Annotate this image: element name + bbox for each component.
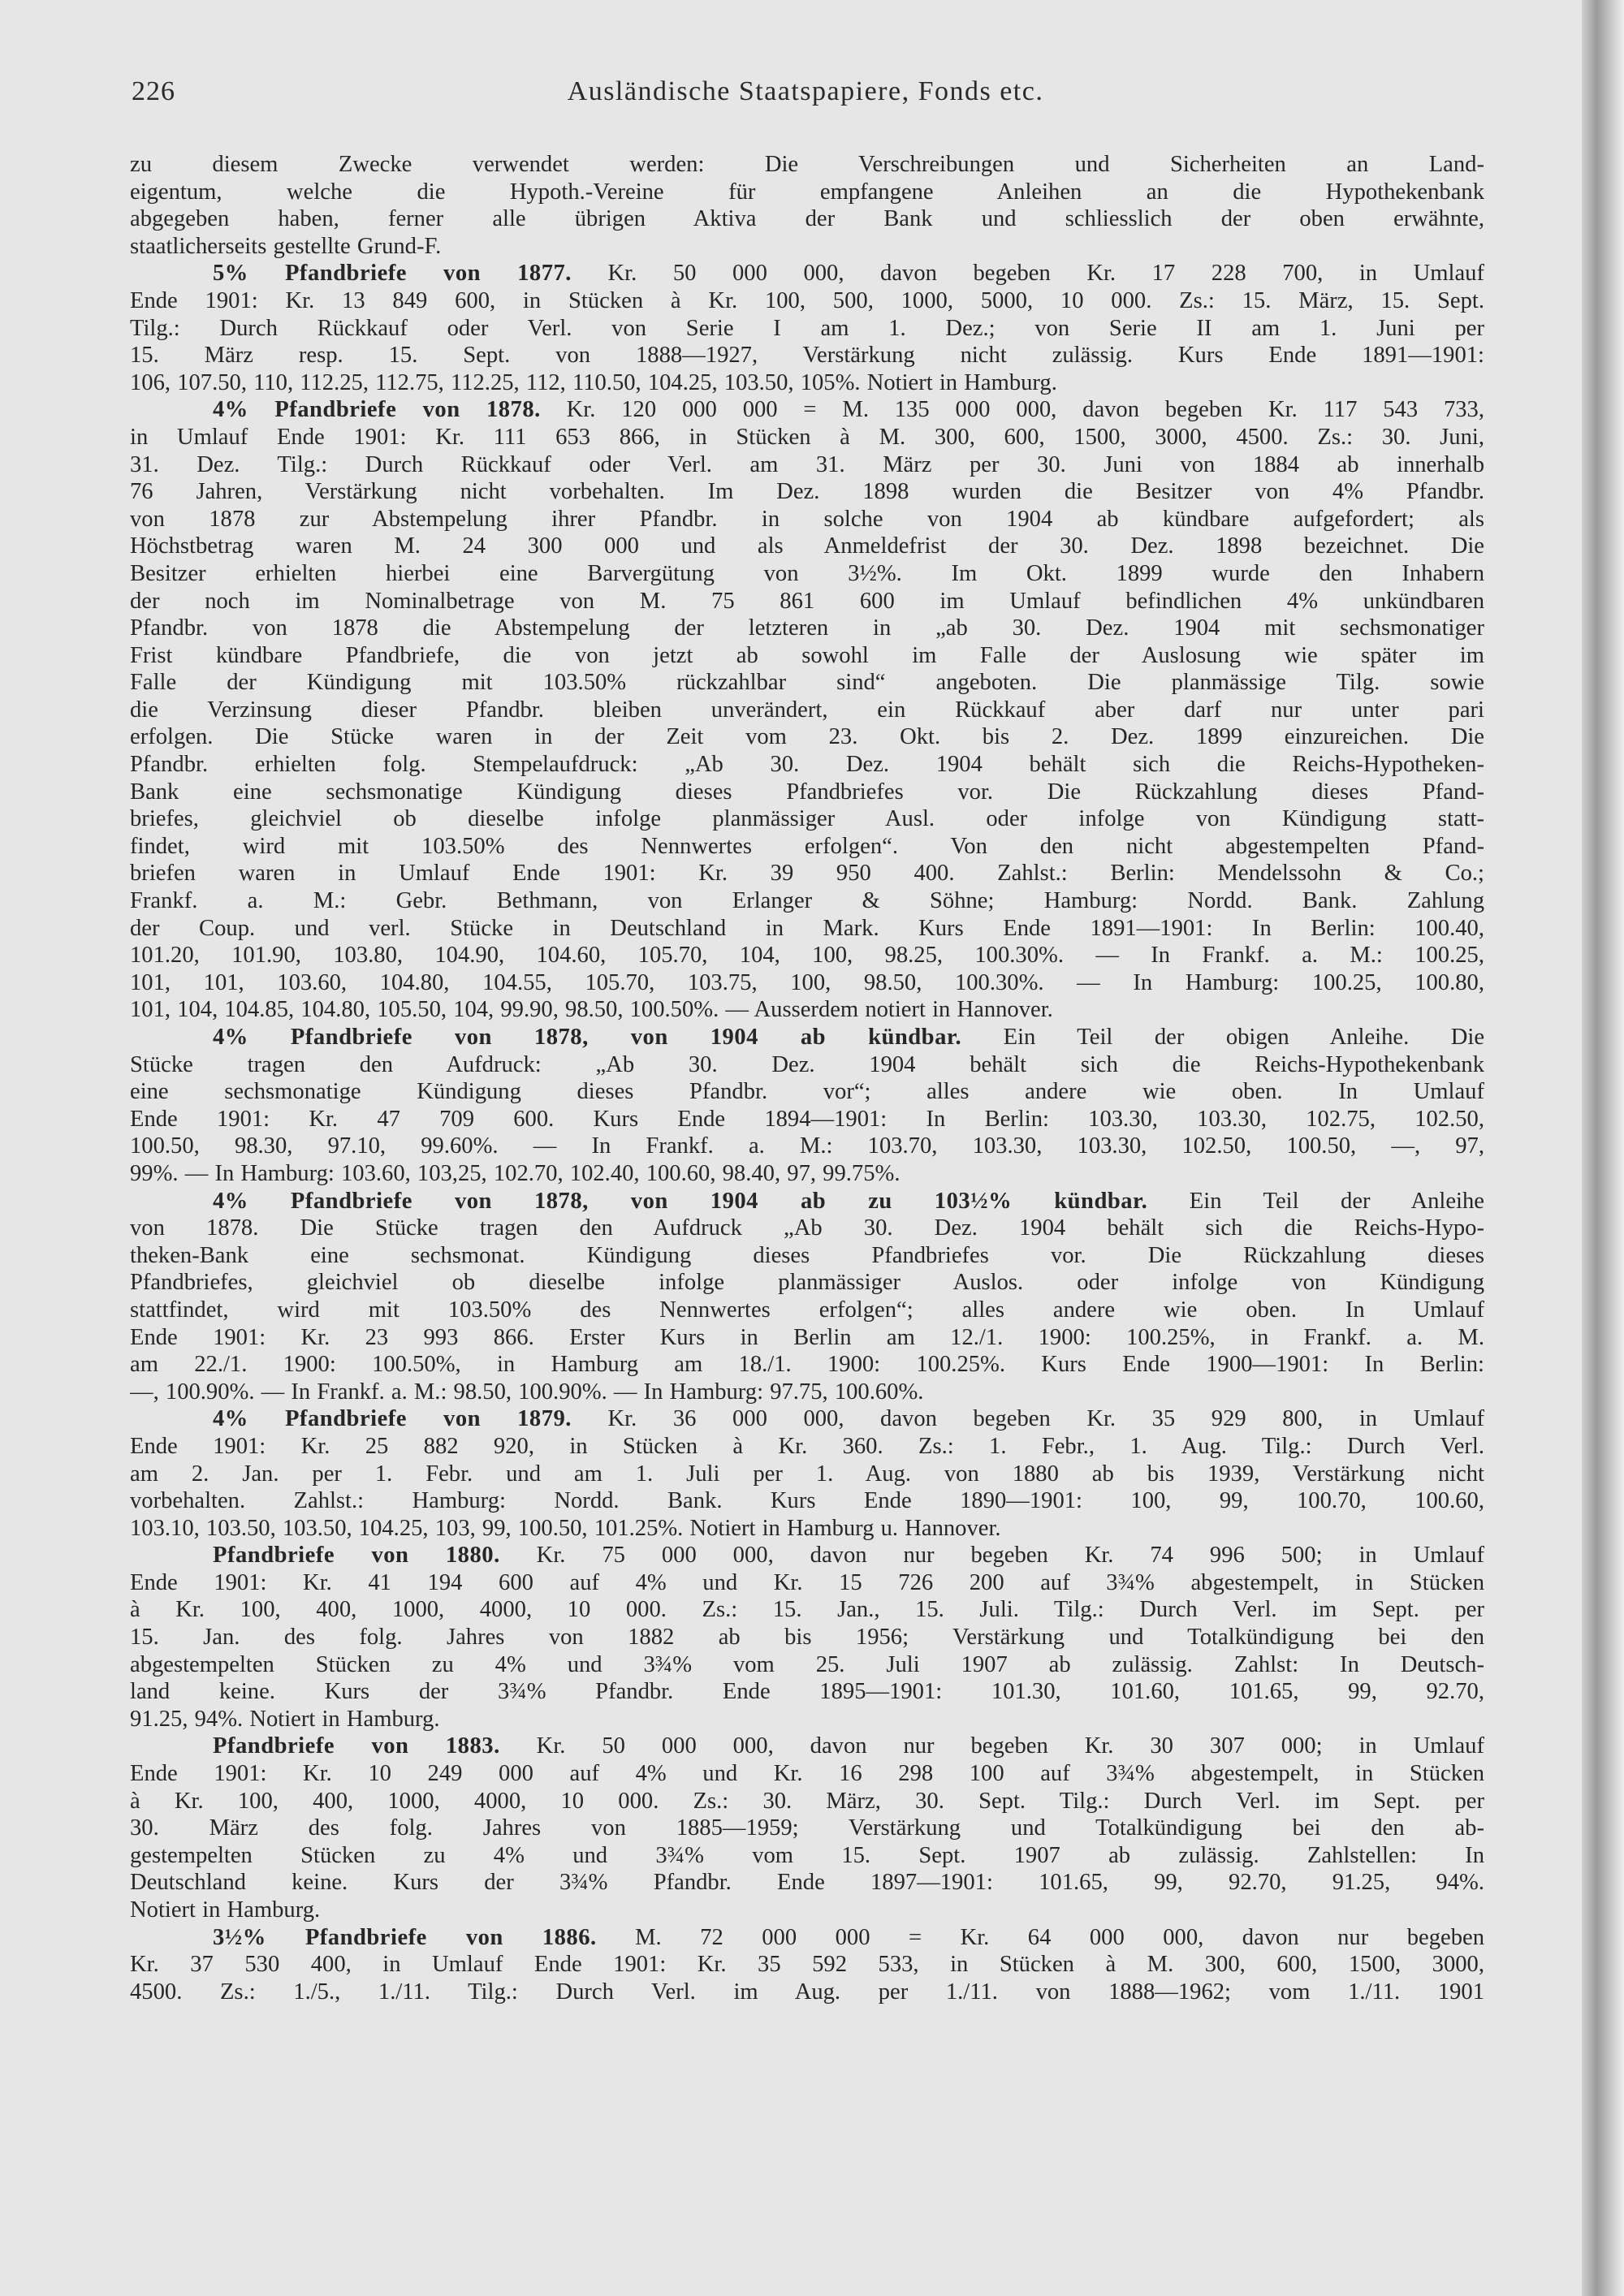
text-line <box>130 915 1484 943</box>
line-text: zu diesem Zwecke verwendet werden: Die Verschreibungen und Sicherheiten an Land- <box>130 152 1484 177</box>
line-text: am 2. Jan. per 1. Febr. und am 1. Juli per 1. Aug. von 1880 ab bis 1939, Verstärkung nicht <box>130 1461 1484 1487</box>
line-text: vorbehalten. Zahlst.: Hamburg: Nordd. Bank. Kurs Ende 1890—1901: 100, 99, 100.70, 100.60, <box>130 1488 1484 1514</box>
line-text: eigentum, welche die Hypoth.-Vereine für empfangene Anleihen an die Hypothekenbank <box>130 179 1484 205</box>
line-text: am 22./1. 1900: 100.50%, in Hamburg am 18./1. 1900: 100.25%. Kurs Ende 1900—1901: In Berlin: <box>130 1352 1484 1378</box>
text-line <box>130 1461 1484 1488</box>
line-text: die Verzinsung dieser Pfandbr. bleiben unverändert, ein Rückkauf aber darf nur unter pari <box>130 697 1484 723</box>
line-text: land keine. Kurs der 3¾% Pfandbr. Ende 1895—1901: 101.30, 101.60, 101.65, 99, 92.70, <box>130 1679 1484 1705</box>
text-line <box>130 369 1484 397</box>
section-heading: 5% Pfandbriefe von 1877. <box>213 261 572 287</box>
text-line <box>130 1351 1484 1379</box>
text-line <box>130 723 1484 751</box>
paragraph <box>130 151 1484 260</box>
text-line <box>130 1924 1484 1952</box>
section-heading: Pfandbriefe von 1880. <box>213 1543 500 1569</box>
text-line <box>130 1951 1484 1979</box>
line-text: 91.25, 94%. Notiert in Hamburg. <box>130 1706 440 1732</box>
line-text: abgestempelten Stücken zu 4% und 3¾% vom 25. Juli 1907 ab zulässig. Zahlst: In Deutsch- <box>130 1651 1484 1677</box>
body-text <box>130 151 1484 2005</box>
paragraph <box>130 1542 1484 1733</box>
section-heading: 4% Pfandbriefe von 1879. <box>213 1406 572 1432</box>
paragraph <box>130 1733 1484 1923</box>
text-line <box>130 1024 1484 1051</box>
text-line <box>130 1215 1484 1242</box>
text-line <box>130 342 1484 369</box>
section-heading: 3½% Pfandbriefe von 1886. <box>213 1924 597 1950</box>
section-heading: Pfandbriefe von 1883. <box>213 1733 500 1759</box>
text-line <box>130 1133 1484 1160</box>
text-line <box>130 1297 1484 1324</box>
line-text: 101.20, 101.90, 103.80, 104.90, 104.60, 105.70, 104, 100, 98.25, 100.30%. — In Frankf. a. M.: 100.25, <box>130 943 1484 969</box>
page-number: 226 <box>132 76 175 106</box>
text-line <box>130 533 1484 560</box>
line-text: von 1878. Die Stücke tragen den Aufdruck „Ab 30. Dez. 1904 behält sich die Reichs-Hypo- <box>130 1215 1484 1241</box>
line-text: Kr. 120 000 000 = M. 135 000 000, davon begeben Kr. 117 543 733, <box>566 397 1484 423</box>
line-text: à Kr. 100, 400, 1000, 4000, 10 000. Zs.: 30. März, 30. Sept. Tilg.: Durch Verl. im Sept. per <box>130 1788 1484 1814</box>
line-text: Besitzer erhielten hierbei eine Barvergütung von 3½%. Im Okt. 1899 wurde den Inhabern <box>130 560 1484 586</box>
paragraph <box>130 1924 1484 2006</box>
paragraph <box>130 1405 1484 1542</box>
text-line <box>130 860 1484 887</box>
line-text: briefen waren in Umlauf Ende 1901: Kr. 39 950 400. Zahlst.: Berlin: Mendelssohn & Co.; <box>130 861 1484 887</box>
line-text: theken-Bank eine sechsmonat. Kündigung dieses Pfandbriefes vor. Die Rückzahlung dieses <box>130 1242 1484 1268</box>
text-line <box>130 1242 1484 1270</box>
text-line <box>130 1651 1484 1679</box>
text-line <box>130 1678 1484 1706</box>
text-line <box>130 1433 1484 1461</box>
line-text: in Umlauf Ende 1901: Kr. 111 653 866, in Stücken à M. 300, 600, 1500, 3000, 4500. Zs.: 30. Juni, <box>130 424 1484 450</box>
page-header <box>123 76 1488 114</box>
line-text: Kr. 50 000 000, davon begeben Kr. 17 228 700, in Umlauf <box>607 261 1484 287</box>
line-text: Bank eine sechsmonatige Kündigung dieses Pfandbriefes vor. Die Rückzahlung dieses Pfand- <box>130 779 1484 805</box>
text-line <box>130 1324 1484 1352</box>
line-text: Ende 1901: Kr. 10 249 000 auf 4% und Kr. 16 298 100 auf 3¾% abgestempelt, in Stücken <box>130 1761 1484 1787</box>
line-text: Frist kündbare Pfandbriefe, die von jetzt ab sowohl im Falle der Auslosung wie später im <box>130 642 1484 668</box>
line-text: Ende 1901: Kr. 13 849 600, in Stücken à Kr. 100, 500, 1000, 5000, 10 000. Zs.: 15. März, 15. Sept. <box>130 287 1484 313</box>
text-line <box>130 1160 1484 1188</box>
line-text: abgegeben haben, ferner alle übrigen Aktiva der Bank und schliesslich der oben erwähnte, <box>130 206 1484 232</box>
text-line <box>130 287 1484 315</box>
line-text: Kr. 50 000 000, davon nur begeben Kr. 30 307 000; in Umlauf <box>536 1733 1484 1759</box>
text-line <box>130 1051 1484 1079</box>
line-text: Frankf. a. M.: Gebr. Bethmann, von Erlanger & Söhne; Hamburg: Nordd. Bank. Zahlung <box>130 888 1484 914</box>
line-text: Kr. 37 530 400, in Umlauf Ende 1901: Kr. 35 592 533, in Stücken à M. 300, 600, 1500, 3000, <box>130 1952 1484 1978</box>
line-text: 101, 104, 104.85, 104.80, 105.50, 104, 99.90, 98.50, 100.50%. — Ausserdem notiert in Hannover. <box>130 997 1053 1023</box>
text-line <box>130 833 1484 861</box>
text-line <box>130 451 1484 479</box>
line-text: Tilg.: Durch Rückkauf oder Verl. von Serie I am 1. Dez.; von Serie II am 1. Juni per <box>130 315 1484 341</box>
text-line <box>130 996 1484 1024</box>
line-text: 101, 101, 103.60, 104.80, 104.55, 105.70, 103.75, 100, 98.50, 100.30%. — In Hamburg: 100.25, 100.80, <box>130 969 1484 995</box>
paragraph <box>130 1024 1484 1188</box>
text-line <box>130 779 1484 806</box>
line-text: Pfandbr. von 1878 die Abstempelung der letzteren in „ab 30. Dez. 1904 mit sechsmonatiger <box>130 615 1484 641</box>
line-text: 15. März resp. 15. Sept. von 1888—1927, Verstärkung nicht zulässig. Kurs Ende 1891—1901: <box>130 343 1484 369</box>
text-line <box>130 1706 1484 1733</box>
line-text: à Kr. 100, 400, 1000, 4000, 10 000. Zs.: 15. Jan., 15. Juli. Tilg.: Durch Verl. im Sept. per <box>130 1597 1484 1623</box>
text-line <box>130 942 1484 969</box>
page-edge-shadow <box>1582 0 1624 2296</box>
line-text: Ein Teil der Anleihe <box>1189 1188 1484 1214</box>
text-line <box>130 1733 1484 1760</box>
text-line <box>130 315 1484 343</box>
text-line <box>130 887 1484 915</box>
line-text: 4500. Zs.: 1./5., 1./11. Tilg.: Durch Verl. im Aug. per 1./11. von 1888—1962; vom 1./11. 1901 <box>130 1979 1484 2005</box>
line-text: erfolgen. Die Stücke waren in der Zeit vom 23. Okt. bis 2. Dez. 1899 einzureichen. Die <box>130 724 1484 750</box>
line-text: briefes, gleichviel ob dieselbe infolge planmässiger Ausl. oder infolge von Kündigung statt- <box>130 806 1484 832</box>
running-title: Ausländische Staatspapiere, Fonds etc. <box>567 76 1044 106</box>
text-line <box>130 424 1484 451</box>
paragraph <box>130 396 1484 1024</box>
line-text: 30. März des folg. Jahres von 1885—1959; Verstärkung und Totalkündigung bei den ab- <box>130 1815 1484 1841</box>
line-text: der Coup. und verl. Stücke in Deutschland in Mark. Kurs Ende 1891—1901: In Berlin: 100.40, <box>130 915 1484 941</box>
paragraph <box>130 260 1484 396</box>
line-text: 76 Jahren, Verstärkung nicht vorbehalten. Im Dez. 1898 wurden die Besitzer von 4% Pfandbr. <box>130 479 1484 505</box>
text-line <box>130 805 1484 833</box>
section-heading: 4% Pfandbriefe von 1878, von 1904 ab zu 103½% kündbar. <box>213 1188 1148 1214</box>
text-line <box>130 1624 1484 1651</box>
line-text: Höchstbetrag waren M. 24 300 000 und als Anmeldefrist der 30. Dez. 1898 bezeichnet. Die <box>130 533 1484 559</box>
text-line <box>130 1379 1484 1406</box>
line-text: Pfandbriefes, gleichviel ob dieselbe infolge planmässiger Auslos. oder infolge von Kündigung <box>130 1270 1484 1296</box>
text-line <box>130 642 1484 670</box>
text-line <box>130 205 1484 233</box>
line-text: 100.50, 98.30, 97.10, 99.60%. — In Frankf. a. M.: 103.70, 103.30, 103.30, 102.50, 100.50, —, 97, <box>130 1133 1484 1159</box>
text-line <box>130 751 1484 779</box>
line-text: Notiert in Hamburg. <box>130 1897 321 1923</box>
line-text: gestempelten Stücken zu 4% und 3¾% vom 15. Sept. 1907 ab zulässig. Zahlstellen: In <box>130 1842 1484 1868</box>
text-line <box>130 1842 1484 1870</box>
line-text: eine sechsmonatige Kündigung dieses Pfandbr. vor“; alles andere wie oben. In Umlauf <box>130 1079 1484 1105</box>
text-line <box>130 1760 1484 1788</box>
text-line <box>130 615 1484 642</box>
text-line <box>130 1188 1484 1215</box>
section-heading: 4% Pfandbriefe von 1878, von 1904 ab kündbar. <box>213 1025 962 1050</box>
text-line <box>130 560 1484 588</box>
line-text: der noch im Nominalbetrage von M. 75 861 600 im Umlauf befindlichen 4% unkündbaren <box>130 588 1484 614</box>
line-text: findet, wird mit 103.50% des Nennwertes erfolgen“. Von den nicht abgestempelten Pfand- <box>130 833 1484 859</box>
line-text: Ein Teil der obigen Anleihe. Die <box>1003 1025 1484 1050</box>
line-text: —, 100.90%. — In Frankf. a. M.: 98.50, 100.90%. — In Hamburg: 97.75, 100.60%. <box>130 1379 924 1405</box>
text-line <box>130 396 1484 424</box>
line-text: Kr. 75 000 000, davon nur begeben Kr. 74 996 500; in Umlauf <box>536 1543 1484 1569</box>
text-line <box>130 151 1484 179</box>
line-text: staatlicherseits gestellte Grund-F. <box>130 233 442 259</box>
section-heading: 4% Pfandbriefe von 1878. <box>213 397 541 423</box>
text-line <box>130 969 1484 997</box>
text-line <box>130 1078 1484 1106</box>
text-line <box>130 1405 1484 1433</box>
line-text: Deutschland keine. Kurs der 3¾% Pfandbr. Ende 1897—1901: 101.65, 99, 92.70, 91.25, 94%. <box>130 1870 1484 1896</box>
text-line <box>130 1979 1484 2006</box>
line-text: Ende 1901: Kr. 47 709 600. Kurs Ende 1894—1901: In Berlin: 103.30, 103.30, 102.75, 102.50, <box>130 1106 1484 1132</box>
text-line <box>130 1569 1484 1597</box>
line-text: Falle der Kündigung mit 103.50% rückzahlbar sind“ angeboten. Die planmässige Tilg. sowie <box>130 670 1484 696</box>
text-line <box>130 588 1484 615</box>
paragraph <box>130 1188 1484 1406</box>
text-line <box>130 1106 1484 1133</box>
text-line <box>130 669 1484 697</box>
line-text: Ende 1901: Kr. 41 194 600 auf 4% und Kr. 15 726 200 auf 3¾% abgestempelt, in Stücken <box>130 1569 1484 1595</box>
text-line <box>130 1515 1484 1543</box>
line-text: Stücke tragen den Aufdruck: „Ab 30. Dez. 1904 behält sich die Reichs-Hypothekenbank <box>130 1051 1484 1077</box>
line-text: M. 72 000 000 = Kr. 64 000 000, davon nur begeben <box>635 1924 1484 1950</box>
line-text: 106, 107.50, 110, 112.25, 112.75, 112.25, 112, 110.50, 104.25, 103.50, 105%. Notiert in Hamburg. <box>130 369 1057 395</box>
line-text: Ende 1901: Kr. 23 993 866. Erster Kurs in Berlin am 12./1. 1900: 100.25%, in Frankf. a. M. <box>130 1324 1484 1350</box>
line-text: stattfindet, wird mit 103.50% des Nennwertes erfolgen“; alles andere wie oben. In Umlauf <box>130 1297 1484 1323</box>
line-text: 31. Dez. Tilg.: Durch Rückkauf oder Verl. am 31. März per 30. Juni von 1884 ab innerhalb <box>130 451 1484 477</box>
text-line <box>130 1596 1484 1624</box>
text-line <box>130 1897 1484 1924</box>
line-text: Kr. 36 000 000, davon begeben Kr. 35 929 800, in Umlauf <box>607 1406 1484 1432</box>
text-line <box>130 1815 1484 1842</box>
line-text: Pfandbr. erhielten folg. Stempelaufdruck: „Ab 30. Dez. 1904 behält sich die Reichs-Hypotheken- <box>130 752 1484 778</box>
text-line <box>130 1869 1484 1897</box>
text-line <box>130 1542 1484 1569</box>
line-text: Ende 1901: Kr. 25 882 920, in Stücken à Kr. 360. Zs.: 1. Febr., 1. Aug. Tilg.: Durch Verl. <box>130 1433 1484 1459</box>
line-text: 99%. — In Hamburg: 103.60, 103,25, 102.70, 102.40, 100.60, 98.40, 97, 99.75%. <box>130 1160 901 1186</box>
text-line <box>130 1788 1484 1815</box>
text-line <box>130 697 1484 724</box>
text-line <box>130 478 1484 506</box>
text-line <box>130 260 1484 287</box>
line-text: 103.10, 103.50, 103.50, 104.25, 103, 99, 100.50, 101.25%. Notiert in Hamburg u. Hannover. <box>130 1515 1001 1541</box>
line-text: von 1878 zur Abstempelung ihrer Pfandbr. in solche von 1904 ab kündbare aufgefordert; als <box>130 506 1484 532</box>
line-text: 15. Jan. des folg. Jahres von 1882 ab bis 1956; Verstärkung und Totalkündigung bei den <box>130 1625 1484 1651</box>
text-line <box>130 179 1484 206</box>
text-line <box>130 233 1484 261</box>
text-line <box>130 506 1484 533</box>
text-line <box>130 1269 1484 1297</box>
text-line <box>130 1487 1484 1515</box>
